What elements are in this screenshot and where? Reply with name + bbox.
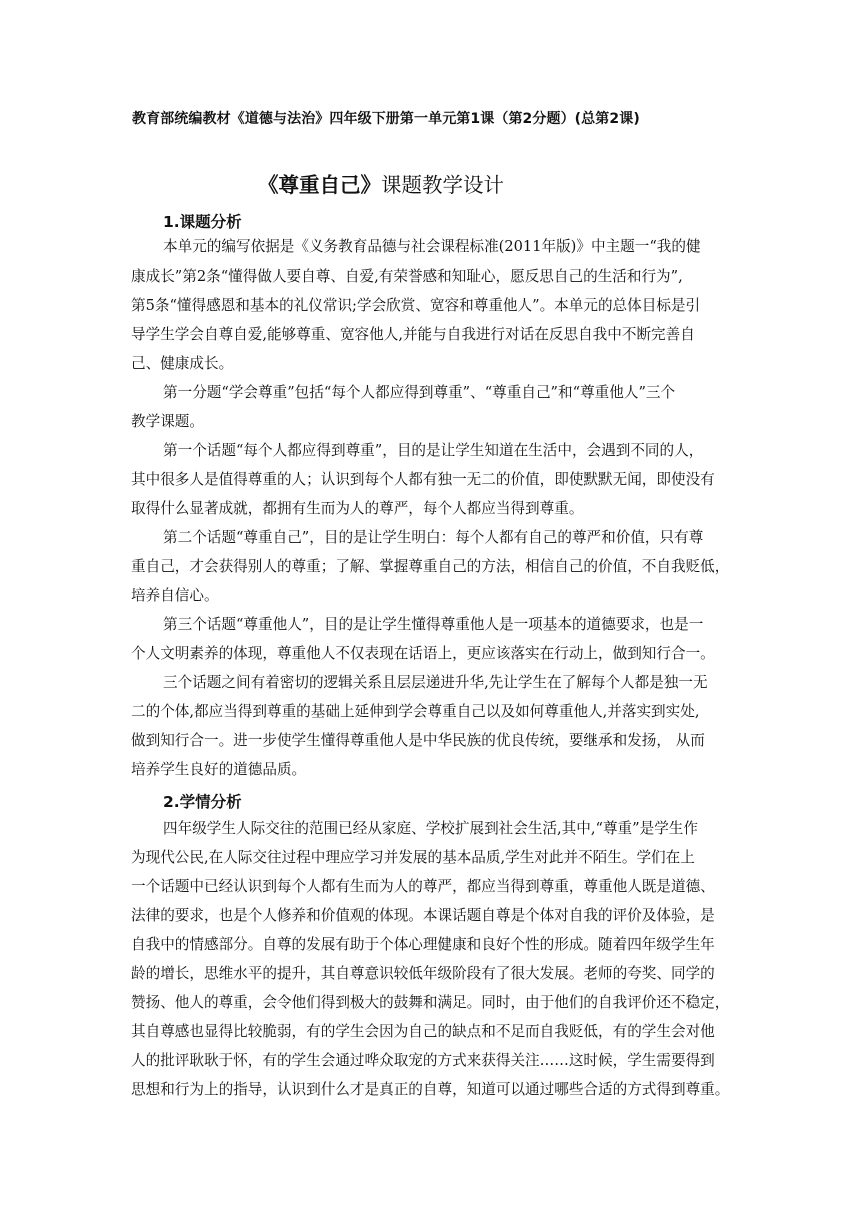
paragraph-line: 二的个体,都应当得到尊重的基础上延伸到学会尊重自己以及如何尊重他人,并落实到实处, (131, 703, 700, 720)
document-header: 教育部统编教材《道德与法治》四年级下册第一单元第1课（第2分题）(总第2课) (132, 111, 640, 127)
paragraph-line: 龄的增长，思维水平的提升，其自尊意识较低年级阶段有了很大发展。老师的夸奖、同学的 (131, 965, 715, 982)
paragraph-line: 第5条“懂得感恩和基本的礼仪常识;学会欣赏、宽容和尊重他人”。本单元的总体目标是引 (131, 297, 701, 314)
paragraph-line: 为现代公民,在人际交往过程中理应学习并发展的基本品质,学生对此并不陌生。学们在上 (131, 849, 695, 866)
paragraph-line: 康成长”第2条“懂得做人要自尊、自爱,有荣誉感和知耻心，愿反思自己的生活和行为”, (131, 268, 683, 285)
paragraph-line: 四年级学生人际交往的范围已经从家庭、学校扩展到社会生活,其中,“尊重”是学生作 (163, 820, 698, 837)
paragraph-line: 己、健康成长。 (131, 355, 234, 372)
paragraph-line: 做到知行合一。进一步使学生懂得尊重他人是中华民族的优良传统，要继承和发扬， 从而 (131, 732, 705, 749)
section1-heading: 1.课题分析 (163, 213, 242, 231)
paragraph-line: 导学生学会自尊自爱,能够尊重、宽容他人,并能与自我进行对话在反思自我中不断完善自 (131, 326, 695, 343)
paragraph-line: 赞扬、他人的尊重，会令他们得到极大的鼓舞和满足。同时，由于他们的自我评价还不稳定， (131, 994, 730, 1011)
paragraph-line: 取得什么显著成就，都拥有生而为人的尊严，每个人都应当得到尊重。 (131, 500, 584, 517)
paragraph-line: 教学课题。 (131, 413, 204, 430)
paragraph-line: 三个话题之间有着密切的逻辑关系且层层递进升华,先让学生在了解每个人都是独一无 (163, 674, 708, 691)
paragraph-line: 自我中的情感部分。自尊的发展有助于个体心理健康和良好个性的形成。随着四年级学生年 (131, 936, 715, 953)
paragraph-line: 培养自信心。 (131, 587, 219, 604)
paragraph-line: 一个话题中已经认识到每个人都有生而为人的尊严，都应当得到尊重，尊重他人既是道德、 (131, 878, 715, 895)
paragraph-line: 人的批评耿耿于怀，有的学生会通过哗众取宠的方式来获得关注……这时候，学生需要得到 (131, 1052, 715, 1069)
page-title (258, 168, 504, 198)
paragraph-line: 第一分题“学会尊重”包括“每个人都应得到尊重”、“尊重自己”和“尊重他人”三个 (163, 384, 676, 401)
paragraph-line: 第一个话题“每个人都应得到尊重”，目的是让学生知道在生活中，会遇到不同的人， (163, 442, 704, 459)
paragraph-line: 其中很多人是值得尊重的人；认识到每个人都有独一无二的价值，即使默默无闻，即使没有 (131, 471, 715, 488)
paragraph-line: 本单元的编写依据是《义务教育品德与社会课程标准(2011年版)》中主题一“我的健 (163, 238, 701, 255)
section2-heading: 2.学情分析 (163, 793, 242, 811)
paragraph-line: 第三个话题“尊重他人”，目的是让学生懂得尊重他人是一项基本的道德要求，也是一 (163, 616, 704, 633)
title-bold-part: 《尊重自己》 (258, 173, 381, 197)
paragraph-line: 培养学生良好的道德品质。 (131, 761, 307, 778)
paragraph-line: 思想和行为上的指导，认识到什么才是真正的自尊，知道可以通过哪些合适的方式得到尊重。 (131, 1081, 730, 1098)
paragraph-line: 重自己，才会获得别人的尊重；了解、掌握尊重自己的方法，相信自己的价值，不自我贬低， (131, 558, 730, 575)
paragraph-line: 个人文明素养的体现，尊重他人不仅表现在话语上，更应该落实在行动上，做到知行合一。 (131, 645, 715, 662)
paragraph-line: 第二个话题“尊重自己”，目的是让学生明白：每个人都有自己的尊严和价值，只有尊 (163, 529, 704, 546)
paragraph-line: 法律的要求，也是个人修养和价值观的体现。本课话题自尊是个体对自我的评价及体验，是 (131, 907, 715, 924)
paragraph-line: 其自尊感也显得比较脆弱，有的学生会因为自己的缺点和不足而自我贬低，有的学生会对他 (131, 1023, 715, 1040)
title-rest: 课题教学设计 (381, 173, 504, 197)
